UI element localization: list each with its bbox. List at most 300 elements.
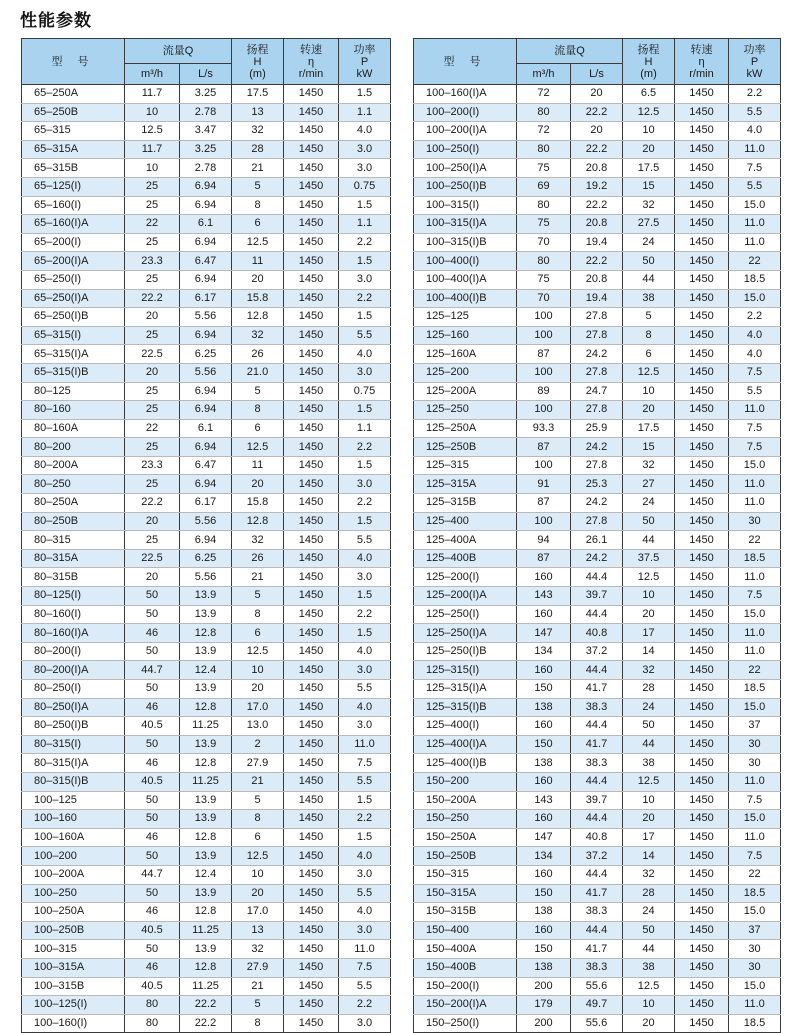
model-cell: 100–250 [22, 884, 125, 903]
flow-m3h-cell: 46 [125, 698, 180, 717]
speed-cell: 1450 [284, 680, 339, 699]
power-cell: 15.0 [729, 289, 781, 308]
power-cell: 18.5 [729, 549, 781, 568]
flow-m3h-cell: 100 [517, 401, 571, 420]
power-cell: 3.0 [339, 717, 391, 736]
table-row [414, 865, 781, 884]
flow-ls-cell: 11.25 [180, 977, 232, 996]
flow-ls-cell: 6.17 [180, 289, 232, 308]
flow-ls-cell: 24.7 [571, 382, 623, 401]
flow-m3h-cell: 46 [125, 754, 180, 773]
flow-ls-cell: 6.94 [180, 233, 232, 252]
power-cell: 5.5 [339, 772, 391, 791]
speed-cell: 1450 [675, 568, 729, 587]
head-cell: 28 [232, 140, 284, 159]
table-row [22, 456, 391, 475]
power-cell: 7.5 [729, 847, 781, 866]
model-cell: 125–125 [414, 308, 517, 327]
flow-ls-cell: 27.8 [571, 308, 623, 327]
flow-m3h-cell: 80 [125, 1014, 180, 1033]
flow-ls-cell: 24.2 [571, 494, 623, 513]
table-body-left [22, 85, 391, 1033]
flow-m3h-cell: 93.3 [517, 419, 571, 438]
head-cell: 5 [232, 177, 284, 196]
head-cell: 38 [623, 958, 675, 977]
flow-ls-cell: 6.1 [180, 419, 232, 438]
head-cell: 10 [623, 791, 675, 810]
flow-m3h-cell: 25 [125, 196, 180, 215]
flow-ls-cell: 13.9 [180, 884, 232, 903]
flow-m3h-cell: 11.7 [125, 140, 180, 159]
flow-m3h-cell: 75 [517, 215, 571, 234]
model-cell: 100–315A [22, 958, 125, 977]
power-cell: 1.1 [339, 419, 391, 438]
model-cell: 100–160(I)A [414, 85, 517, 104]
table-row [414, 791, 781, 810]
header-power [729, 39, 781, 85]
power-cell: 11.0 [729, 568, 781, 587]
header-power-label: 功率 [743, 43, 766, 56]
speed-cell: 1450 [284, 549, 339, 568]
flow-ls-cell: 22.2 [180, 996, 232, 1015]
table-row [414, 661, 781, 680]
head-cell: 8 [232, 605, 284, 624]
power-cell: 4.0 [339, 698, 391, 717]
head-cell: 8 [232, 1014, 284, 1033]
table-row [414, 289, 781, 308]
flow-m3h-cell: 147 [517, 624, 571, 643]
header-flow-ls: L/s [571, 64, 623, 85]
speed-cell: 1450 [284, 122, 339, 141]
head-cell: 10 [623, 122, 675, 141]
model-cell: 125–400 [414, 512, 517, 531]
speed-cell: 1450 [284, 587, 339, 606]
spec-table-left [21, 38, 391, 1033]
power-cell: 11.0 [729, 772, 781, 791]
speed-cell: 1450 [284, 828, 339, 847]
flow-m3h-cell: 80 [125, 996, 180, 1015]
flow-m3h-cell: 87 [517, 494, 571, 513]
power-cell: 3.0 [339, 1014, 391, 1033]
flow-ls-cell: 12.8 [180, 828, 232, 847]
speed-cell: 1450 [675, 438, 729, 457]
head-cell: 8 [623, 326, 675, 345]
speed-cell: 1450 [284, 903, 339, 922]
speed-cell: 1450 [675, 531, 729, 550]
head-cell: 44 [623, 270, 675, 289]
model-cell: 125–160 [414, 326, 517, 345]
model-cell: 100–400(I)B [414, 289, 517, 308]
flow-m3h-cell: 134 [517, 847, 571, 866]
speed-cell: 1450 [284, 159, 339, 178]
head-cell: 21 [232, 159, 284, 178]
flow-ls-cell: 27.8 [571, 363, 623, 382]
flow-m3h-cell: 25 [125, 382, 180, 401]
speed-cell: 1450 [284, 661, 339, 680]
flow-m3h-cell: 150 [517, 735, 571, 754]
head-cell: 44 [623, 531, 675, 550]
header-head [232, 39, 284, 85]
head-cell: 12.5 [623, 772, 675, 791]
power-cell: 15.0 [729, 698, 781, 717]
flow-ls-cell: 3.47 [180, 122, 232, 141]
flow-ls-cell: 6.94 [180, 196, 232, 215]
model-cell: 100–250B [22, 921, 125, 940]
head-cell: 15.8 [232, 289, 284, 308]
flow-m3h-cell: 150 [517, 884, 571, 903]
flow-ls-cell: 6.94 [180, 270, 232, 289]
table-row [22, 921, 391, 940]
model-cell: 65–200(I) [22, 233, 125, 252]
head-cell: 32 [623, 661, 675, 680]
table-row [22, 122, 391, 141]
power-cell: 11.0 [339, 940, 391, 959]
table-row [22, 642, 391, 661]
model-cell: 125–315(I)B [414, 698, 517, 717]
power-cell: 15.0 [729, 977, 781, 996]
head-cell: 27.9 [232, 754, 284, 773]
head-cell: 12.5 [623, 977, 675, 996]
model-cell: 100–125 [22, 791, 125, 810]
table-row [22, 717, 391, 736]
model-cell: 65–250A [22, 85, 125, 104]
head-cell: 8 [232, 810, 284, 829]
table-row [414, 587, 781, 606]
speed-cell: 1450 [675, 140, 729, 159]
head-cell: 32 [623, 196, 675, 215]
flow-ls-cell: 13.9 [180, 847, 232, 866]
model-cell: 100–160(I) [22, 1014, 125, 1033]
head-cell: 21 [232, 772, 284, 791]
table-row [22, 215, 391, 234]
flow-m3h-cell: 100 [517, 326, 571, 345]
table-row [414, 754, 781, 773]
model-cell: 80–160(I)A [22, 624, 125, 643]
flow-m3h-cell: 25 [125, 233, 180, 252]
speed-cell: 1450 [284, 233, 339, 252]
flow-m3h-cell: 22.2 [125, 494, 180, 513]
head-cell: 20 [232, 680, 284, 699]
power-cell: 2.2 [339, 605, 391, 624]
table-row [22, 177, 391, 196]
table-row [22, 828, 391, 847]
header-model: 型 号 [22, 39, 125, 85]
model-cell: 125–400(I)B [414, 754, 517, 773]
speed-cell: 1450 [284, 772, 339, 791]
speed-cell: 1450 [675, 680, 729, 699]
power-cell: 1.5 [339, 624, 391, 643]
flow-m3h-cell: 100 [517, 456, 571, 475]
table-row [22, 345, 391, 364]
flow-m3h-cell: 50 [125, 642, 180, 661]
power-cell: 2.2 [339, 438, 391, 457]
power-cell: 11.0 [729, 215, 781, 234]
model-cell: 65–250(I)A [22, 289, 125, 308]
flow-ls-cell: 25.3 [571, 475, 623, 494]
flow-m3h-cell: 40.5 [125, 772, 180, 791]
flow-m3h-cell: 160 [517, 772, 571, 791]
flow-ls-cell: 6.94 [180, 475, 232, 494]
model-cell: 125–250B [414, 438, 517, 457]
model-cell: 125–160A [414, 345, 517, 364]
power-cell: 4.0 [729, 122, 781, 141]
head-cell: 2 [232, 735, 284, 754]
flow-m3h-cell: 72 [517, 122, 571, 141]
head-cell: 28 [623, 884, 675, 903]
model-cell: 80–250A [22, 494, 125, 513]
flow-ls-cell: 11.25 [180, 772, 232, 791]
flow-m3h-cell: 46 [125, 828, 180, 847]
model-cell: 100–315 [22, 940, 125, 959]
speed-cell: 1450 [675, 549, 729, 568]
power-cell: 2.2 [729, 85, 781, 104]
flow-m3h-cell: 50 [125, 884, 180, 903]
head-cell: 10 [623, 996, 675, 1015]
model-cell: 125–200 [414, 363, 517, 382]
head-cell: 32 [623, 865, 675, 884]
power-cell: 22 [729, 865, 781, 884]
speed-cell: 1450 [675, 624, 729, 643]
model-cell: 125–315(I) [414, 661, 517, 680]
head-cell: 15.8 [232, 494, 284, 513]
model-cell: 100–200A [22, 865, 125, 884]
flow-ls-cell: 25.9 [571, 419, 623, 438]
flow-ls-cell: 12.4 [180, 865, 232, 884]
head-cell: 11 [232, 456, 284, 475]
flow-m3h-cell: 40.5 [125, 921, 180, 940]
flow-m3h-cell: 23.3 [125, 456, 180, 475]
table-row [414, 921, 781, 940]
speed-cell: 1450 [675, 233, 729, 252]
model-cell: 65–250(I)B [22, 308, 125, 327]
head-cell: 27 [623, 475, 675, 494]
power-cell: 15.0 [729, 196, 781, 215]
power-cell: 0.75 [339, 382, 391, 401]
table-row [22, 940, 391, 959]
power-cell: 7.5 [339, 958, 391, 977]
table-row [22, 735, 391, 754]
model-cell: 100–125(I) [22, 996, 125, 1015]
table-row [22, 791, 391, 810]
speed-cell: 1450 [284, 958, 339, 977]
power-cell: 1.1 [339, 103, 391, 122]
table-row [414, 624, 781, 643]
speed-cell: 1450 [284, 940, 339, 959]
model-cell: 65–315(I)B [22, 363, 125, 382]
model-cell: 80–160A [22, 419, 125, 438]
power-cell: 30 [729, 735, 781, 754]
speed-cell: 1450 [284, 382, 339, 401]
table-row [22, 977, 391, 996]
head-cell: 17 [623, 828, 675, 847]
model-cell: 100–315B [22, 977, 125, 996]
table-row [414, 159, 781, 178]
flow-ls-cell: 13.9 [180, 735, 232, 754]
head-cell: 5 [232, 996, 284, 1015]
table-row [22, 196, 391, 215]
power-cell: 18.5 [729, 680, 781, 699]
power-cell: 11.0 [729, 140, 781, 159]
head-cell: 27.9 [232, 958, 284, 977]
header-flow-ls: L/s [180, 64, 232, 85]
speed-cell: 1450 [675, 977, 729, 996]
flow-ls-cell: 6.94 [180, 438, 232, 457]
flow-m3h-cell: 50 [125, 791, 180, 810]
model-cell: 100–400(I) [414, 252, 517, 271]
speed-cell: 1450 [675, 791, 729, 810]
model-cell: 80–250(I)B [22, 717, 125, 736]
table-row [22, 512, 391, 531]
header-flow: 流量Q [125, 39, 232, 64]
speed-cell: 1450 [675, 996, 729, 1015]
flow-ls-cell: 13.9 [180, 810, 232, 829]
model-cell: 125–315(I)A [414, 680, 517, 699]
power-cell: 4.0 [339, 642, 391, 661]
power-cell: 5.5 [339, 680, 391, 699]
speed-cell: 1450 [284, 363, 339, 382]
model-cell: 150–315 [414, 865, 517, 884]
speed-cell: 1450 [284, 754, 339, 773]
flow-ls-cell: 6.1 [180, 215, 232, 234]
table-row [414, 680, 781, 699]
power-cell: 7.5 [729, 159, 781, 178]
flow-ls-cell: 13.9 [180, 791, 232, 810]
speed-cell: 1450 [675, 884, 729, 903]
flow-m3h-cell: 22.5 [125, 549, 180, 568]
model-cell: 100–200(I)A [414, 122, 517, 141]
power-cell: 7.5 [729, 587, 781, 606]
model-cell: 125–400(I) [414, 717, 517, 736]
head-cell: 8 [232, 401, 284, 420]
power-cell: 3.0 [339, 159, 391, 178]
table-row [414, 977, 781, 996]
table-row [22, 605, 391, 624]
head-cell: 15 [623, 177, 675, 196]
header-power [339, 39, 391, 85]
flow-ls-cell: 2.78 [180, 103, 232, 122]
header-head-label: 扬程 [637, 43, 660, 56]
model-cell: 100–160A [22, 828, 125, 847]
model-cell: 125–250 [414, 401, 517, 420]
model-cell: 125–400B [414, 549, 517, 568]
flow-ls-cell: 13.9 [180, 940, 232, 959]
power-cell: 11.0 [729, 624, 781, 643]
power-cell: 37 [729, 921, 781, 940]
header-speed-unit: r/min [298, 67, 324, 80]
table-row [22, 289, 391, 308]
speed-cell: 1450 [675, 921, 729, 940]
model-cell: 125–200(I) [414, 568, 517, 587]
flow-ls-cell: 12.8 [180, 698, 232, 717]
flow-m3h-cell: 138 [517, 958, 571, 977]
model-cell: 65–315B [22, 159, 125, 178]
model-cell: 65–160(I) [22, 196, 125, 215]
speed-cell: 1450 [675, 717, 729, 736]
table-row [414, 252, 781, 271]
head-cell: 6.5 [623, 85, 675, 104]
flow-ls-cell: 55.6 [571, 977, 623, 996]
flow-ls-cell: 6.94 [180, 531, 232, 550]
speed-cell: 1450 [675, 958, 729, 977]
head-cell: 5 [623, 308, 675, 327]
table-row [414, 215, 781, 234]
flow-m3h-cell: 22.5 [125, 345, 180, 364]
header-speed-unit: r/min [689, 67, 714, 80]
table-row [22, 233, 391, 252]
speed-cell: 1450 [284, 475, 339, 494]
table-row [414, 85, 781, 104]
model-cell: 100–250A [22, 903, 125, 922]
header-power-unit: kW [356, 67, 373, 80]
model-cell: 100–250(I) [414, 140, 517, 159]
head-cell: 17.0 [232, 903, 284, 922]
flow-ls-cell: 44.4 [571, 568, 623, 587]
model-cell: 80–250B [22, 512, 125, 531]
flow-m3h-cell: 89 [517, 382, 571, 401]
flow-ls-cell: 20 [571, 122, 623, 141]
model-cell: 150–315B [414, 903, 517, 922]
flow-m3h-cell: 100 [517, 512, 571, 531]
power-cell: 5.5 [339, 977, 391, 996]
flow-ls-cell: 44.4 [571, 810, 623, 829]
flow-m3h-cell: 46 [125, 958, 180, 977]
head-cell: 10 [623, 587, 675, 606]
table-row [414, 568, 781, 587]
power-cell: 1.5 [339, 456, 391, 475]
speed-cell: 1450 [284, 456, 339, 475]
head-cell: 17.5 [623, 419, 675, 438]
header-speed-symbol: η [307, 55, 315, 68]
power-cell: 30 [729, 512, 781, 531]
speed-cell: 1450 [675, 419, 729, 438]
speed-cell: 1450 [284, 512, 339, 531]
flow-m3h-cell: 143 [517, 791, 571, 810]
flow-ls-cell: 19.4 [571, 233, 623, 252]
flow-m3h-cell: 160 [517, 865, 571, 884]
flow-ls-cell: 40.8 [571, 828, 623, 847]
table-row [22, 326, 391, 345]
flow-ls-cell: 20.8 [571, 270, 623, 289]
table-row [414, 233, 781, 252]
table-row [22, 419, 391, 438]
head-cell: 6 [232, 828, 284, 847]
table-row [414, 438, 781, 457]
model-cell: 100–250(I)A [414, 159, 517, 178]
speed-cell: 1450 [675, 401, 729, 420]
model-cell: 150–200 [414, 772, 517, 791]
page-title: 性能参数 [20, 11, 92, 31]
power-cell: 1.1 [339, 215, 391, 234]
header-flow-m3h: m³/h [517, 64, 571, 85]
flow-ls-cell: 20.8 [571, 159, 623, 178]
table-row [414, 382, 781, 401]
model-cell: 80–160(I) [22, 605, 125, 624]
power-cell: 30 [729, 940, 781, 959]
table-row [22, 252, 391, 271]
flow-ls-cell: 13.9 [180, 605, 232, 624]
flow-ls-cell: 20 [571, 85, 623, 104]
header-power-unit: kW [746, 67, 763, 80]
table-row [22, 772, 391, 791]
flow-m3h-cell: 150 [517, 680, 571, 699]
speed-cell: 1450 [675, 326, 729, 345]
header-head-unit: (m) [640, 67, 657, 80]
power-cell: 4.0 [339, 122, 391, 141]
head-cell: 17 [623, 624, 675, 643]
power-cell: 22 [729, 531, 781, 550]
flow-ls-cell: 38.3 [571, 698, 623, 717]
flow-m3h-cell: 25 [125, 438, 180, 457]
